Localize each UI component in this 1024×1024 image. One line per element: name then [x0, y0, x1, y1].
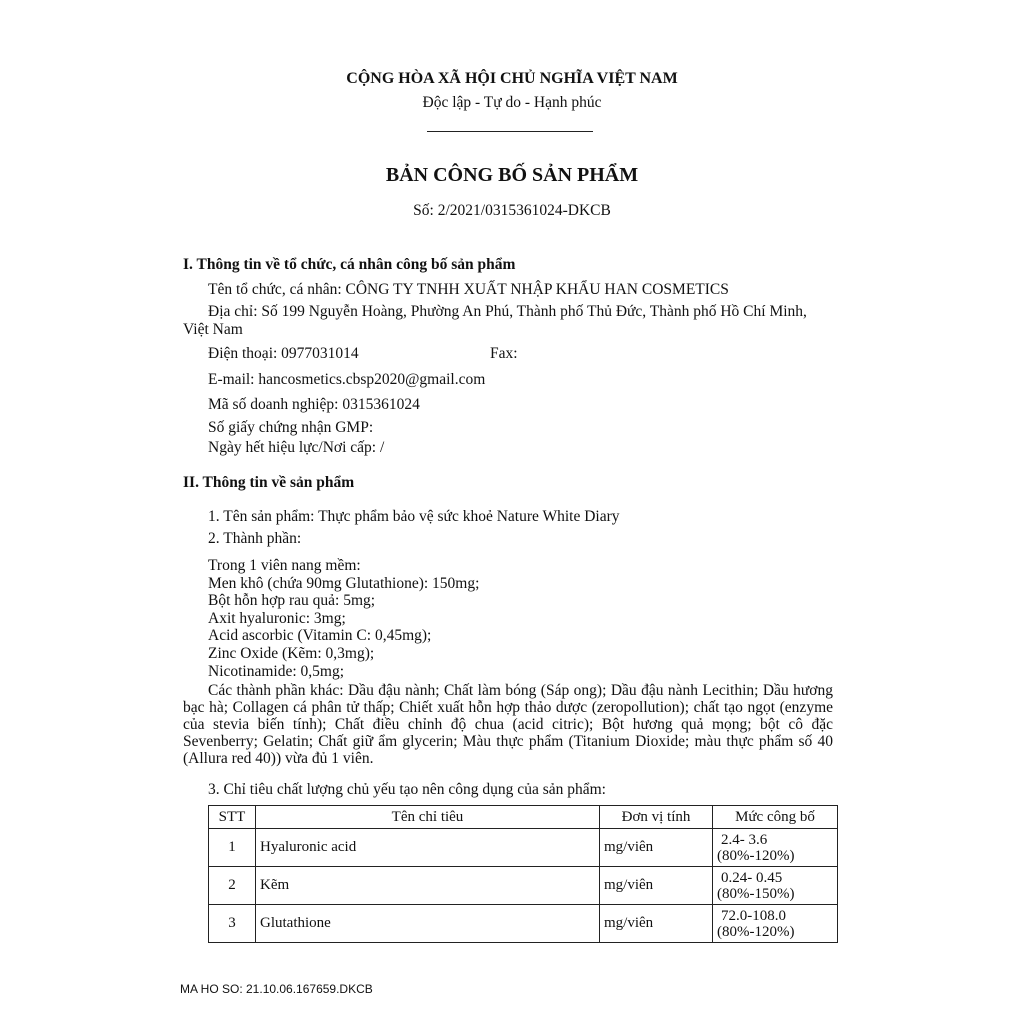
org-name: Tên tổ chức, cá nhân: CÔNG TY TNHH XUẤT NHẬP KHẨU HAN COSMETICS — [208, 281, 729, 298]
org-phone: Điện thoại: 0977031014 — [208, 345, 359, 362]
ingredient-line: Bột hỗn hợp rau quả: 5mg; — [208, 592, 376, 610]
composition-title: 2. Thành phần: — [208, 530, 302, 547]
product-name: 1. Tên sản phẩm: Thực phẩm bảo vệ sức khoẻ Nature White Diary — [208, 508, 620, 525]
section-2-heading: II. Thông tin về sản phẩm — [183, 474, 355, 491]
ingredient-line: Axit hyaluronic: 3mg; — [208, 609, 346, 627]
cell-level-pct: (80%-150%) — [717, 885, 795, 902]
cell-level — [713, 829, 838, 867]
header-stt: STT — [209, 806, 256, 829]
header-unit: Đơn vị tính — [600, 806, 713, 829]
header-divider — [427, 131, 593, 132]
quality-title: 3. Chỉ tiêu chất lượng chủ yếu tạo nên công dụng của sản phẩm: — [208, 781, 606, 798]
national-motto: Độc lập - Tự do - Hạnh phúc — [422, 94, 602, 111]
cell-name: Glutathione — [256, 905, 600, 943]
ingredient-line: Zinc Oxide (Kẽm: 0,3mg); — [208, 644, 375, 662]
business-code: Mã số doanh nghiệp: 0315361024 — [208, 396, 420, 413]
ingredient-line: Acid ascorbic (Vitamin C: 0,45mg); — [208, 627, 432, 645]
cell-level — [713, 905, 838, 943]
cell-level-pct: (80%-120%) — [717, 847, 795, 864]
document-number: Số: 2/2021/0315361024-DKCB — [413, 202, 611, 219]
table-row — [209, 867, 838, 905]
cell-unit: mg/viên — [600, 867, 713, 905]
quality-table — [208, 805, 838, 943]
other-ingredients-text: Các thành phần khác: Dầu đậu nành; Chất làm bóng (Sáp ong); Dầu đậu nành Lecithin; Dầu hương bạc hà; Collagen cá phân tử thấp; Chiết xuất hỗn hợp thảo dược (zeropollution); chất tạo ngọt (enzyme của stevia biến tính); Chất điều chỉnh độ chua (acid citric); Bột hương quả mọng; bột cô đặc Sevenberry; Gelatin; Chất giữ ẩm glycerin; Màu thực phẩm (Titanium Dioxide; màu thực phẩm số 40 (Allura red 40)) vừa đủ 1 viên. — [183, 682, 833, 767]
org-address — [183, 303, 823, 339]
org-fax: Fax: — [490, 345, 518, 362]
table-row — [209, 829, 838, 867]
cell-level — [713, 867, 838, 905]
cell-name: Kẽm — [256, 867, 600, 905]
cell-stt: 3 — [209, 905, 256, 943]
ingredient-line: Men khô (chứa 90mg Glutathione): 150mg; — [208, 574, 480, 592]
cell-stt: 1 — [209, 829, 256, 867]
gmp-expiry: Ngày hết hiệu lực/Nơi cấp: / — [208, 439, 385, 456]
header-name: Tên chỉ tiêu — [256, 806, 600, 829]
ingredient-line: Trong 1 viên nang mềm: — [208, 557, 361, 574]
cell-stt: 2 — [209, 867, 256, 905]
national-header: CỘNG HÒA XÃ HỘI CHỦ NGHĨA VIỆT NAM — [346, 70, 678, 87]
org-address-text: Địa chỉ: Số 199 Nguyễn Hoàng, Phường An Phú, Thành phố Thủ Đức, Thành phố Hồ Chí Minh, Việt Nam — [183, 303, 807, 338]
document-title: BẢN CÔNG BỐ SẢN PHẨM — [385, 164, 639, 186]
cell-unit: mg/viên — [600, 905, 713, 943]
header-level: Mức công bố — [713, 806, 838, 829]
other-ingredients — [183, 682, 833, 767]
gmp-certificate: Số giấy chứng nhận GMP: — [208, 419, 374, 436]
cell-level-range: 0.24- 0.45 — [721, 869, 783, 886]
table-header-row — [209, 806, 838, 829]
cell-level-pct: (80%-120%) — [717, 923, 795, 940]
ingredient-line: Nicotinamide: 0,5mg; — [208, 662, 345, 680]
org-email: E-mail: hancosmetics.cbsp2020@gmail.com — [208, 371, 486, 388]
record-code: MA HO SO: 21.10.06.167659.DKCB — [180, 982, 373, 996]
cell-level-range: 72.0-108.0 — [721, 907, 786, 924]
table-row — [209, 905, 838, 943]
cell-unit: mg/viên — [600, 829, 713, 867]
section-1-heading: I. Thông tin về tổ chức, cá nhân công bố sản phẩm — [183, 256, 516, 273]
cell-level-range: 2.4- 3.6 — [721, 831, 768, 848]
cell-name: Hyaluronic acid — [256, 829, 600, 867]
ingredient-list — [208, 557, 479, 680]
